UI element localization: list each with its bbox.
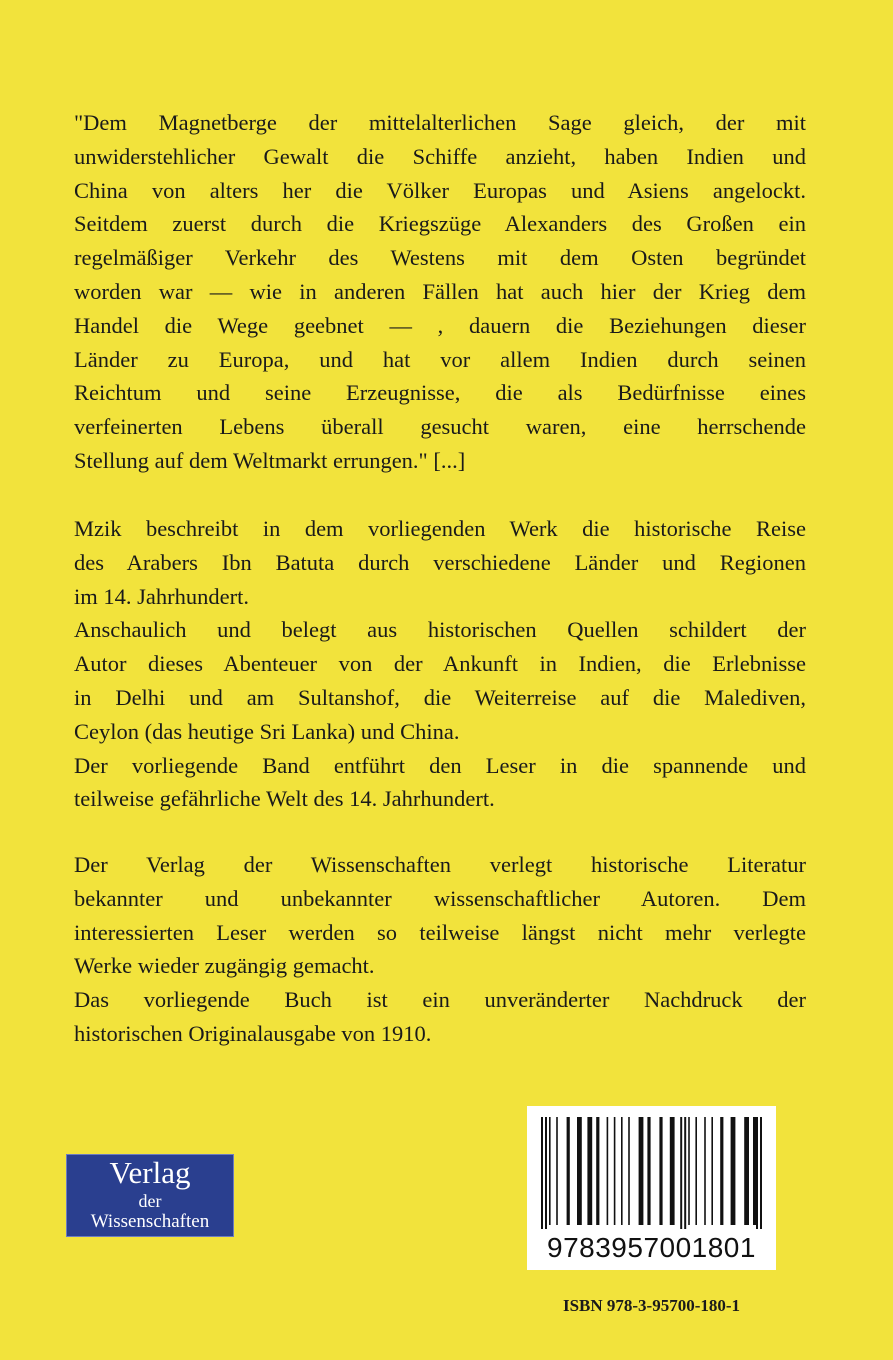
barcode-bar [556, 1117, 558, 1225]
text-line: Mzik beschreibt in dem vorliegenden Werk die historische Reise [74, 516, 806, 541]
barcode-bar [647, 1117, 650, 1225]
barcode-bar [744, 1117, 749, 1225]
barcode-bar [567, 1117, 570, 1225]
text-line: bekannter und unbekannter wissenschaftlicher Autoren. Dem [74, 885, 806, 911]
publisher-logo [66, 1154, 234, 1237]
text-line: historischen Originalausgabe von 1910. [74, 1020, 432, 1046]
text-line: Stellung auf dem Weltmarkt errungen." [...] [74, 447, 466, 473]
barcode-bar [577, 1117, 582, 1225]
text-line: Reichtum und seine Erzeugnisse, die als Bedürfnisse eines [74, 380, 806, 406]
text-line: Länder zu Europa, und hat vor allem Indien durch seinen [74, 346, 806, 372]
text-line: Werke wieder zugängig gemacht. [74, 953, 375, 979]
barcode-bar [731, 1117, 736, 1225]
text-line: Der vorliegende Band entführt den Leser in die spannende und [74, 752, 806, 778]
barcode-bar [760, 1117, 762, 1229]
barcode-bar [621, 1117, 623, 1225]
barcode-bar [680, 1117, 682, 1229]
text-line: Das vorliegende Buch ist ein unveränderter Nachdruck der [74, 987, 806, 1013]
description-paragraph [74, 512, 806, 816]
barcode-bar [545, 1117, 547, 1229]
barcode-bar [670, 1117, 675, 1225]
barcode-bar [639, 1117, 644, 1225]
barcode-bar [549, 1117, 551, 1225]
text-line: in Delhi und am Sultanshof, die Weiterreise auf die Malediven, [74, 684, 806, 710]
barcode-bars [539, 1117, 764, 1229]
text-line: worden war — wie in anderen Fällen hat auch hier der Krieg dem [74, 278, 806, 304]
logo-line-verlag: Verlag [109, 1155, 191, 1190]
barcode-bar [684, 1117, 686, 1229]
barcode-bar [704, 1117, 706, 1225]
barcode-bar [614, 1117, 616, 1225]
text-line: des Arabers Ibn Batuta durch verschiedene Länder und Regionen [74, 549, 806, 575]
barcode [527, 1106, 776, 1270]
text-line: teilweise gefährliche Welt des 14. Jahrhundert. [74, 786, 495, 812]
barcode-bar [695, 1117, 697, 1225]
barcode-bar [720, 1117, 723, 1225]
publisher-paragraph [74, 848, 806, 1051]
text-line: "Dem Magnetberge der mittelalterlichen Sage gleich, der mit [74, 110, 806, 135]
text-line: interessierten Leser werden so teilweise längst nicht mehr verlegte [74, 919, 806, 945]
barcode-bar [628, 1117, 630, 1225]
barcode-bar [587, 1117, 592, 1225]
text-line: im 14. Jahrhundert. [74, 583, 249, 609]
barcode-bar [659, 1117, 662, 1225]
barcode-bar [756, 1117, 758, 1229]
text-line: Ceylon (das heutige Sri Lanka) und China. [74, 718, 460, 744]
text-line: unwiderstehlicher Gewalt die Schiffe anzieht, haben Indien und [74, 143, 806, 169]
barcode-bar [596, 1117, 599, 1225]
barcode-bar [688, 1117, 690, 1225]
text-line: Der Verlag der Wissenschaften verlegt historische Literatur [74, 852, 806, 877]
text-line: China von alters her die Völker Europas und Asiens angelockt. [74, 177, 806, 203]
barcode-bar [541, 1117, 543, 1229]
barcode-bar [753, 1117, 756, 1225]
barcode-bar [711, 1117, 713, 1225]
text-line: Autor dieses Abenteuer von der Ankunft in Indien, die Erlebnisse [74, 651, 806, 677]
barcode-bar [607, 1117, 609, 1225]
text-line: Anschaulich und belegt aus historischen Quellen schildert der [74, 617, 806, 643]
quote-paragraph [74, 106, 806, 478]
logo-line-der: der [138, 1191, 162, 1211]
logo-line-wissenschaften: Wissenschaften [90, 1211, 210, 1232]
text-line: verfeinerten Lebens überall gesucht waren, eine herrschende [74, 414, 806, 440]
barcode-digits: 9783957001801 [547, 1232, 756, 1263]
isbn-label: ISBN 978-3-95700-180-1 [562, 1296, 741, 1315]
text-line: Seitdem zuerst durch die Kriegszüge Alexanders des Großen ein [74, 211, 806, 237]
text-line: regelmäßiger Verkehr des Westens mit dem Osten begründet [74, 245, 806, 271]
text-line: Handel die Wege geebnet — , dauern die Beziehungen dieser [74, 312, 806, 338]
